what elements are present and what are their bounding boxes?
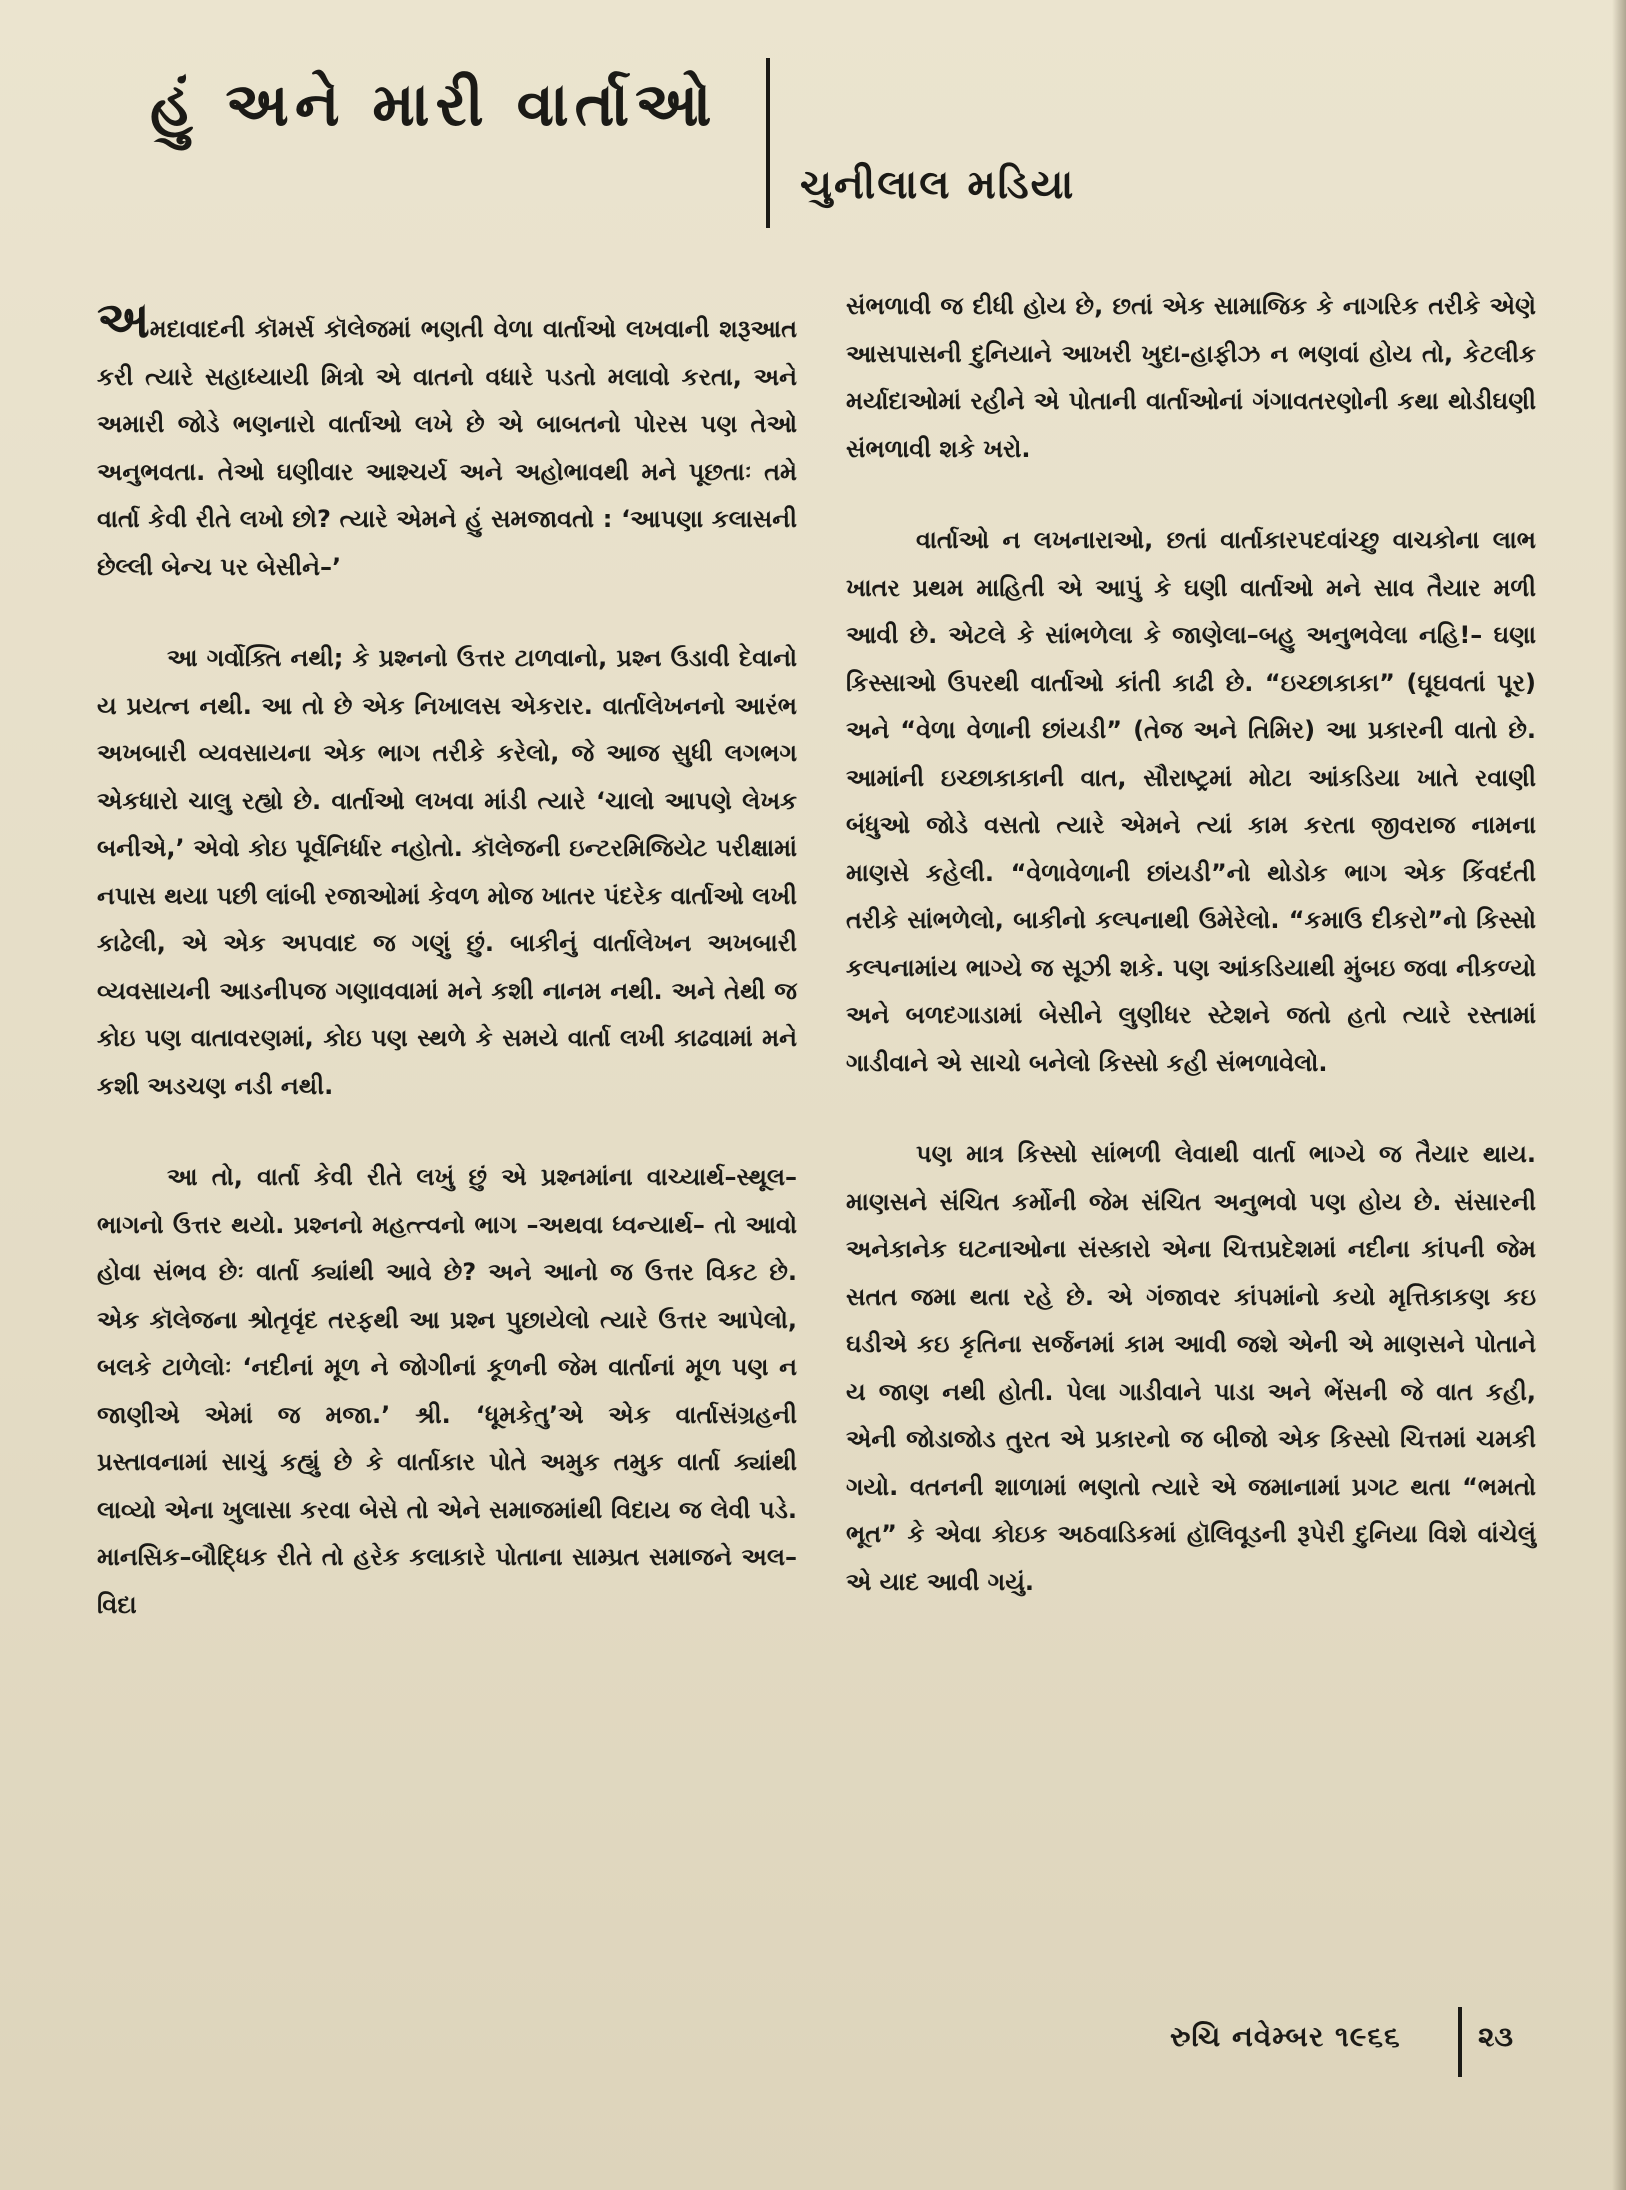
right-paragraph-1: સંભળાવી જ દીધી હોય છે, છતાં એક સામાજિક કે નાગરિક તરીકે એણે આસપાસની દુનિયાને આખરી ખુદા-હાફીઝ ન ભણવાં હોય તો, કેટલીક મર્યાદાઓમાં રહીને એ પોતાની વાર્તાઓનાં ગંગાવતરણોની કથા થોડીઘણી સંભળાવી શકે ખરો. [846, 292, 1536, 463]
left-paragraph-3: આ તો, વાર્તા કેવી રીતે લખું છું એ પ્રશ્નમાંના વાચ્યાર્થ–સ્થૂલ–ભાગનો ઉત્તર થયો. પ્રશ્નનો મહત્ત્વનો ભાગ –અથવા ધ્વન્યાર્થ– તો આવો હોવા સંભવ છેઃ વાર્તા ક્યાંથી આવે છે? અને આનો જ ઉત્તર વિકટ છે. એક કૉલેજના શ્રોતૃવૃંદ તરફથી આ પ્રશ્ન પુછાયેલો ત્યારે ઉત્તર આપેલો, બલકે ટાળેલોઃ ‘નદીનાં મૂળ ને જોગીનાં કૂળની જેમ વાર્તાનાં મૂળ પણ ન જાણીએ એમાં જ મજા.’ શ્રી. ‘ધૂમકેતુ’એ એક વાર્તાસંગ્રહની પ્રસ્તાવનામાં સાચું કહ્યું છે કે વાર્તાકાર પોતે અમુક તમુક વાર્તા ક્યાંથી લાવ્યો એના ખુલાસા કરવા બેસે તો એને સમાજમાંથી વિદાય જ લેવી પડે. માનસિક–બૌદ્ધિક રીતે તો હરેક કલાકારે પોતાના સામ્પ્રત સમાજને અલ–વિદા [97, 1163, 797, 1619]
right-paragraph-3: પણ માત્ર કિસ્સો સાંભળી લેવાથી વાર્તા ભાગ્યે જ તૈયાર થાય. માણસને સંચિત કર્મોની જેમ સંચિત અનુભવો પણ હોય છે. સંસારની અનેકાનેક ઘટનાઓના સંસ્કારો એના ચિત્તપ્રદેશમાં નદીના કાંપની જેમ સતત જમા થતા રહે છે. એ ગંજાવર કાંપમાંનો કયો મૃત્તિકાકણ કઇ ઘડીએ કઇ કૃતિના સર્જનમાં કામ આવી જશે એની એ માણસને પોતાને ય જાણ નથી હોતી. પેલા ગાડીવાને પાડા અને ભેંસની જે વાત કહી, એની જોડાજોડ તુરત એ પ્રકારનો જ બીજો એક કિસ્સો ચિત્તમાં ચમકી ગયો. વતનની શાળામાં ભણતો ત્યારે એ જમાનામાં પ્રગટ થતા “ભમતો ભૂત” કે એવા કોઇક અઠવાડિકમાં હૉલિવૂડની રૂપેરી દુનિયા વિશે વાંચેલું એ યાદ આવી ગયું. [846, 1140, 1536, 1596]
article-author: ચુનીલાલ મડિયા [800, 162, 1076, 208]
page-number: ૨૩ [1478, 2020, 1514, 2053]
footer-divider [1458, 2007, 1462, 2077]
left-paragraph-2: આ ગર્વોક્તિ નથી; કે પ્રશ્નનો ઉત્તર ટાળવાનો, પ્રશ્ન ઉડાવી દેવાનો ય પ્રયત્ન નથી. આ તો છે એક નિખાલસ એકરાર. વાર્તાલેખનનો આરંભ અખબારી વ્યવસાયના એક ભાગ તરીકે કરેલો, જે આજ સુધી લગભગ એકધારો ચાલુ રહ્યો છે. વાર્તાઓ લખવા માંડી ત્યારે ‘ચાલો આપણે લેખક બનીએ,’ એવો કોઇ પૂર્વનિર્ધાર નહોતો. કૉલેજની ઇન્ટરમિજિયેટ પરીક્ષામાં નપાસ થયા પછી લાંબી રજાઓમાં કેવળ મોજ ખાતર પંદરેક વાર્તાઓ લખી કાઢેલી, એ એક અપવાદ જ ગણું છું. બાકીનું વાર્તાલેખન અખબારી વ્યવસાયની આડનીપજ ગણાવવામાં મને કશી નાનમ નથી. અને તેથી જ કોઇ પણ વાતાવરણમાં, કોઇ પણ સ્થળે કે સમયે વાર્તા લખી કાઢવામાં મને કશી અડચણ નડી નથી. [97, 644, 797, 1100]
page-edge-shadow [1612, 0, 1626, 2190]
article-title: હું અને મારી વાર્તાઓ [150, 70, 718, 140]
footer-magazine-issue: રુચિ નવેમ્બર ૧૯૬૬ [1170, 2020, 1401, 2053]
left-text-column [97, 291, 797, 1673]
title-divider [766, 58, 770, 228]
right-paragraph-2: વાર્તાઓ ન લખનારાઓ, છતાં વાર્તાકારપદવાંચ્છુ વાચકોના લાભ ખાતર પ્રથમ માહિતી એ આપું કે ઘણી વાર્તાઓ મને સાવ તૈયાર મળી આવી છે. એટલે કે સાંભળેલા કે જાણેલા–બહુ અનુભવેલા નહિ!– ઘણા કિસ્સાઓ ઉપરથી વાર્તાઓ કાંતી કાઢી છે. “ઇચ્છાકાકા” (ઘૂઘવતાં પૂર) અને “વેળા વેળાની છાંયડી” (તેજ અને તિમિર) આ પ્રકારની વાતો છે. આમાંની ઇચ્છાકાકાની વાત, સૌરાષ્ટ્રમાં મોટા આંકડિયા ખાતે રવાણી બંધુઓ જોડે વસતો ત્યારે એમને ત્યાં કામ કરતા જીવરાજ નામના માણસે કહેલી. “વેળાવેળાની છાંયડી”નો થોડોક ભાગ એક કિંવદંતી તરીકે સાંભળેલો, બાકીનો કલ્પનાથી ઉમેરેલો. “કમાઉ દીકરો”નો કિસ્સો કલ્પનામાંય ભાગ્યે જ સૂઝી શકે. પણ આંકડિયાથી મુંબઇ જવા નીકળ્યો અને બળદગાડામાં બેસીને લુણીધર સ્ટેશને જતો હતો ત્યારે રસ્તામાં ગાડીવાને એ સાચો બનેલો કિસ્સો કહી સંભળાવેલો. [846, 526, 1536, 1077]
right-text-column [846, 283, 1536, 1650]
left-paragraph-1: અમદાવાદની કૉમર્સ કૉલેજમાં ભણતી વેળા વાર્તાઓ લખવાની શરૂઆત કરી ત્યારે સહાધ્યાયી મિત્રો એ વાતનો વધારે પડતો મલાવો કરતા, અને અમારી જોડે ભણનારો વાર્તાઓ લખે છે એ બાબતનો પોરસ પણ તેઓ અનુભવતા. તેઓ ઘણીવાર આશ્ચર્ય અને અહોભાવથી મને પૂછતાઃ તમે વાર્તા કેવી રીતે લખો છો? ત્યારે એમને હું સમજાવતો : ‘આપણા કલાસની છેલ્લી બેન્ચ પર બેસીને–’ [97, 291, 797, 581]
drop-cap: અ [97, 291, 150, 349]
